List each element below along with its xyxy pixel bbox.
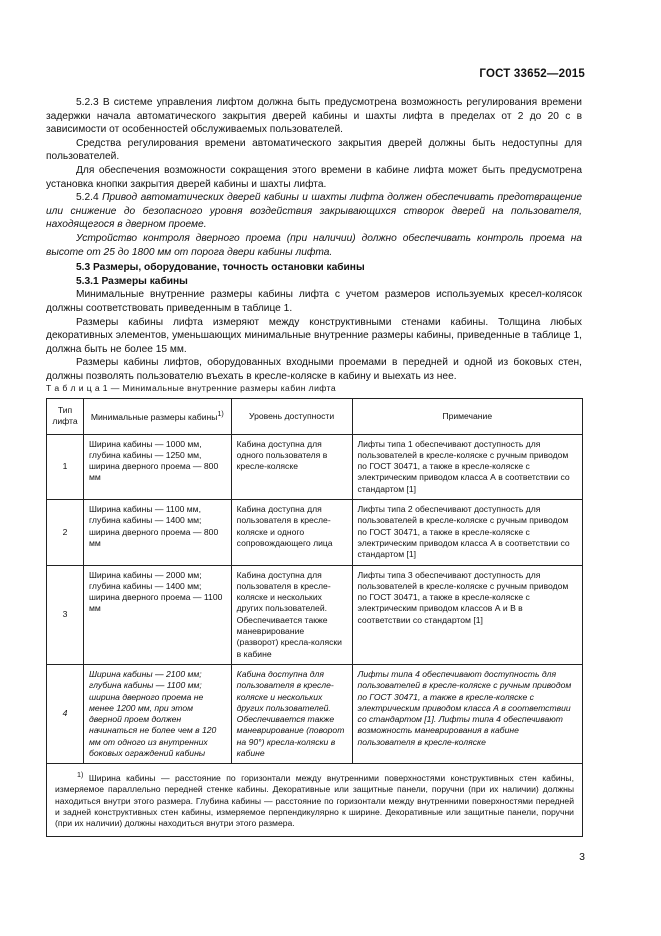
cell-note: Лифты типа 4 обеспечивают доступность для пользователей в кресле-коляске с ручным приводом по ГОСТ 30471, а также в кресле-коляске с электрическим приводом класса А в соответствии со стандартом [1]. Лифты типа 4 обеспечивают возможность маневрирования в кабине пользователя в кресле-коляске (352, 664, 582, 763)
paragraph: Устройство контроля дверного проема (при наличии) должно обеспечивать контроль проема на высоте от 25 до 1800 мм от порога двери кабины лифта. (46, 232, 582, 258)
cell-level: Кабина доступна для пользователя в кресле-коляске и одного сопровождающего лица (231, 500, 352, 565)
header-dims-label: Минимальные размеры кабины (90, 412, 218, 423)
footnote-mark: 1) (77, 771, 84, 780)
section-heading-5-3: 5.3 Размеры, оборудование, точность остановки кабины (76, 262, 365, 274)
cell-dims: Ширина кабины — 1000 мм, глубина кабины — 1250 мм, ширина дверного проема — 800 мм (83, 434, 231, 499)
page-number: 3 (579, 851, 585, 863)
subsection-heading-5-3-1: 5.3.1 Размеры кабины (76, 275, 188, 287)
cell-type: 2 (47, 500, 84, 565)
clause-text: Привод автоматических дверей кабины и шахты лифта должен обеспечивать предотвращение или снижение до безопасного уровня воздействия закрывающихся створок дверей на пользователя, находящегося в дверном проеме. (46, 192, 582, 231)
cell-type: 3 (47, 565, 84, 664)
header-note: Примечание (352, 399, 582, 435)
paragraph-5-2-4 (46, 191, 582, 232)
paragraph: Для обеспечения возможности сокращения этого времени в кабине лифта может быть предусмотрена установка кнопки закрытия дверей кабины и шахты лифта. (46, 164, 582, 190)
cell-note: Лифты типа 1 обеспечивают доступность для пользователей в кресле-коляске с ручным приводом по ГОСТ 30471, а также в кресле-коляске с электрическим приводом класса А в соответствии со стандартом [1] (352, 434, 582, 499)
paragraph: Минимальные внутренние размеры кабины лифта с учетом размеров используемых кресел-колясок должны соответствовать приведенным в таблице 1. (46, 289, 582, 314)
cell-level: Кабина доступна для одного пользователя в кресле-коляске (231, 434, 352, 499)
cell-type: 4 (47, 664, 84, 763)
paragraph-5-2-3: 5.2.3 В системе управления лифтом должна быть предусмотрена возможность регулирования времени задержки начала автоматического закрытия дверей кабины и шахты лифта в пределах от 2 до 20 с в зависимости от особенностей обслуживаемых пользователей. (46, 97, 582, 136)
paragraph: Размеры кабины лифта измеряют между конструктивными стенами кабины. Толщина любых декоративных элементов, уменьшающих минимальные внутренние размеры кабины, приведенные в таблице 1, должна быть не более 15 мм. (46, 316, 582, 355)
cell-type: 1 (47, 434, 84, 499)
cell-dims: Ширина кабины — 2000 мм; глубина кабины — 1400 мм; ширина дверного проема — 1100 мм (83, 565, 231, 664)
clause-number: 5.2.4 (76, 192, 99, 204)
table-row (47, 500, 583, 565)
table-row (47, 664, 583, 763)
cell-level: Кабина доступна для пользователя в кресле-коляске и нескольких других пользователей. Обеспечивается также маневрирование (поворот на 90°) кресла-коляски в кабине (231, 664, 352, 763)
header-level: Уровень доступности (231, 399, 352, 435)
body-text (46, 96, 582, 383)
cell-note: Лифты типа 3 обеспечивают доступность для пользователей в кресле-коляске с ручным приводом по ГОСТ 30471, а также в кресле-коляске с электрическим приводом классов А и В в соответствии со стандартом [1] (352, 565, 582, 664)
paragraph: Средства регулирования времени автоматического закрытия дверей должны быть недоступны для пользователей. (46, 137, 582, 163)
footnote-ref: 1) (217, 410, 224, 419)
table-footnote (47, 764, 583, 836)
table-footnote-row (47, 764, 583, 836)
document-code: ГОСТ 33652—2015 (479, 68, 585, 80)
cabin-size-table (46, 398, 583, 837)
header-type: Тип лифта (47, 399, 84, 435)
cell-level: Кабина доступна для пользователя в кресле-коляске и нескольких других пользователей. Обеспечивается также маневрирование (разворот) кресла-коляски в кабине (231, 565, 352, 664)
header-dims (83, 399, 231, 435)
table-row (47, 565, 583, 664)
cell-dims: Ширина кабины — 2100 мм; глубина кабины — 1100 мм; ширина дверного проема не менее 1200 мм, при этом дверной проем должен начинаться не более чем в 120 мм от одного из внутренних боковых ограждений кабины (83, 664, 231, 763)
footnote-text: Ширина кабины — расстояние по горизонтали между внутренними поверхностями конструктивных стен кабины, измеряемое параллельно передней стенке кабины. Декоративные или защитные панели, поручни (при их наличии) должны находиться внутри этого размера. Глубина кабины — расстояние по горизонтали между внутренними поверхностями передней и задней конструктивных стен кабины, измеряемое перпендикулярно к ширине. Декоративные или защитные панели, поручни (при их наличии) должны находиться внутри этого размера. (55, 773, 574, 829)
cell-note: Лифты типа 2 обеспечивают доступность для пользователей в кресле-коляске с ручным приводом по ГОСТ 30471, а также в кресле-коляске с электрическим приводом класса А в соответствии со стандартом [1] (352, 500, 582, 565)
paragraph: Размеры кабины лифтов, оборудованных входными проемами в передней и одной из боковых стен, должны позволять пользователю въехать в кресле-коляске в кабину и выехать из нее. (46, 357, 582, 382)
table-row (47, 434, 583, 499)
table-header-row (47, 399, 583, 435)
table-caption: Т а б л и ц а 1 — Минимальные внутренние размеры кабин лифта (46, 383, 336, 393)
cell-dims: Ширина кабины — 1100 мм, глубина кабины — 1400 мм; ширина дверного проема — 800 мм (83, 500, 231, 565)
